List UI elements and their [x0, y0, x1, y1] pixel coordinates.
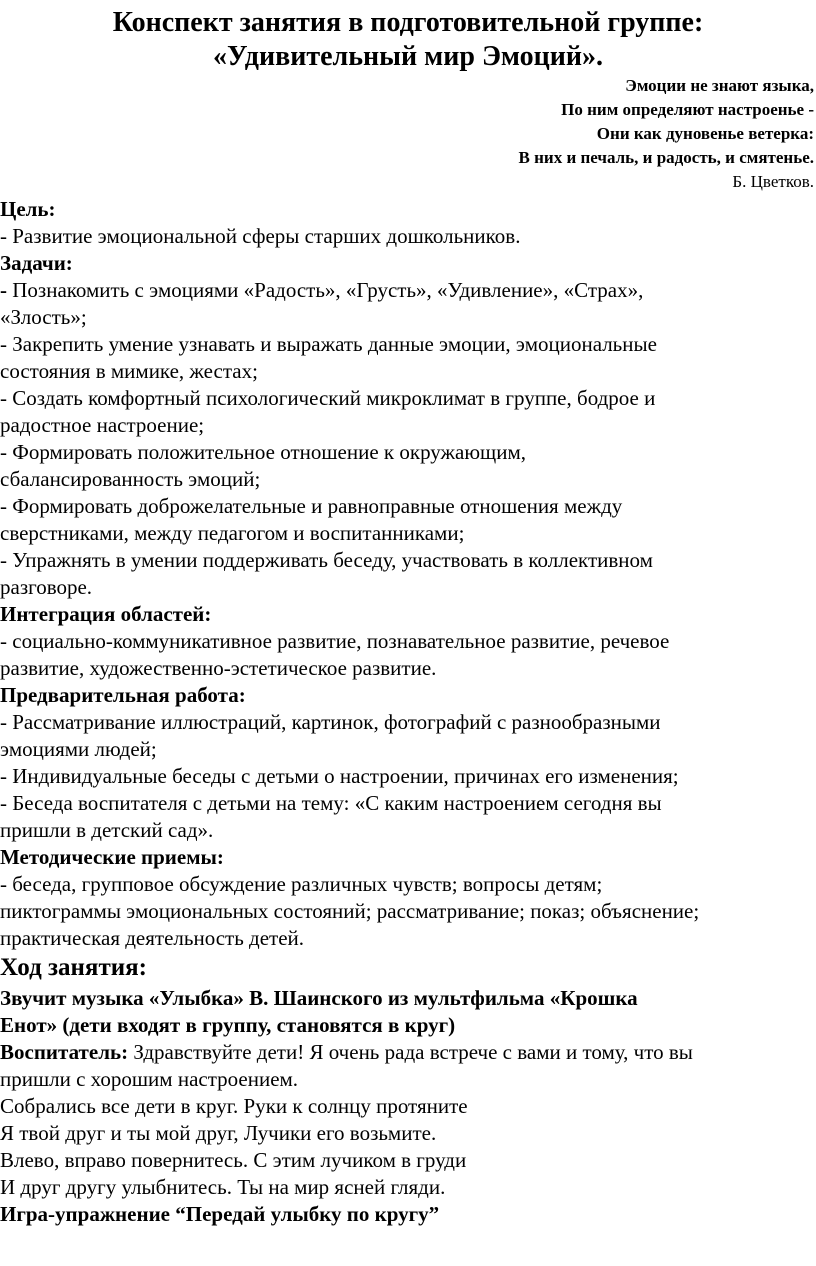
- task-line: - Создать комфортный психологический микроклимат в группе, бодрое и: [0, 386, 656, 410]
- teacher-label: Воспитатель:: [0, 1040, 129, 1064]
- task-line: разговоре.: [0, 575, 93, 599]
- integration-line: - социально-коммуникативное развитие, познавательное развитие, речевое: [0, 629, 670, 653]
- goal-text: - Развитие эмоциональной сферы старших дошкольников.: [0, 224, 521, 248]
- task-dash: -: [0, 278, 13, 302]
- course-heading: Ход занятия:: [0, 954, 147, 981]
- epigraph-line: По ним определяют настроенье -: [561, 100, 814, 119]
- task-line: сбалансированность эмоций;: [0, 467, 261, 491]
- task-line: - Формировать положительное отношение к окружающим,: [0, 440, 526, 464]
- music-line: Звучит музыка «Улыбка» В. Шаинского из мультфильма «Крошка: [0, 986, 638, 1010]
- prelim-line: эмоциями людей;: [0, 737, 157, 761]
- task-line: состояния в мимике, жестах;: [0, 359, 258, 383]
- methods-line: - беседа, групповое обсуждение различных чувств; вопросы детям;: [0, 872, 603, 896]
- music-line: Енот» (дети входят в группу, становятся в круг): [0, 1013, 456, 1037]
- title-line-1: Конспект занятия в подготовительной группе:: [112, 7, 704, 38]
- epigraph-line: Эмоции не знают языка,: [625, 76, 814, 95]
- integration-heading: Интеграция областей:: [0, 602, 212, 626]
- integration-line: развитие, художественно-эстетическое развитие.: [0, 656, 437, 680]
- epigraph-line: Они как дуновенье ветерка:: [596, 124, 814, 143]
- task-line: сверстниками, между педагогом и воспитанниками;: [0, 521, 465, 545]
- teacher-line-cont: пришли с хорошим настроением.: [0, 1067, 299, 1091]
- methods-line: практическая деятельность детей.: [0, 926, 305, 950]
- goal-heading: Цель:: [0, 197, 56, 221]
- task-line: - Закрепить умение узнавать и выражать данные эмоции, эмоциональные: [0, 332, 657, 356]
- tasks-heading: Задачи:: [0, 251, 73, 275]
- prelim-line: - Индивидуальные беседы с детьми о настроении, причинах его изменения;: [0, 764, 679, 788]
- teacher-line: [0, 1039, 816, 1066]
- task-line: - Упражнять в умении поддерживать беседу, участвовать в коллективном: [0, 548, 653, 572]
- epigraph-line: В них и печаль, и радость, и смятенье.: [518, 148, 814, 167]
- task-line: «Злость»;: [0, 305, 87, 329]
- task-line: радостное настроение;: [0, 413, 205, 437]
- prelim-line: пришли в детский сад».: [0, 818, 214, 842]
- game-heading: Игра-упражнение “Передай улыбку по кругу”: [0, 1202, 440, 1226]
- poem-line: И друг другу улыбнитесь. Ты на мир ясней гляди.: [0, 1175, 446, 1199]
- poem-line: Собрались все дети в круг. Руки к солнцу протяните: [0, 1094, 468, 1118]
- prelim-heading: Предварительная работа:: [0, 683, 246, 707]
- teacher-text: Здравствуйте дети! Я очень рада встрече с вами и тому, что вы: [133, 1040, 693, 1064]
- epigraph-author: Б. Цветков.: [732, 172, 814, 191]
- methods-heading: Методические приемы:: [0, 845, 224, 869]
- prelim-line: - Рассматривание иллюстраций, картинок, фотографий с разнообразными: [0, 710, 661, 734]
- poem-line: Влево, вправо повернитесь. С этим лучиком в груди: [0, 1148, 467, 1172]
- task-line: [0, 277, 816, 304]
- task-text: Познакомить с эмоциями «Радость», «Грусть», «Удивление», «Страх»,: [12, 278, 644, 302]
- poem-line: Я твой друг и ты мой друг, Лучики его возьмите.: [0, 1121, 437, 1145]
- task-line: - Формировать доброжелательные и равноправные отношения между: [0, 494, 623, 518]
- prelim-line: - Беседа воспитателя с детьми на тему: «С каким настроением сегодня вы: [0, 791, 662, 815]
- methods-line: пиктограммы эмоциональных состояний; рассматривание; показ; объяснение;: [0, 899, 700, 923]
- title-line-2: «Удивительный мир Эмоций».: [212, 41, 604, 72]
